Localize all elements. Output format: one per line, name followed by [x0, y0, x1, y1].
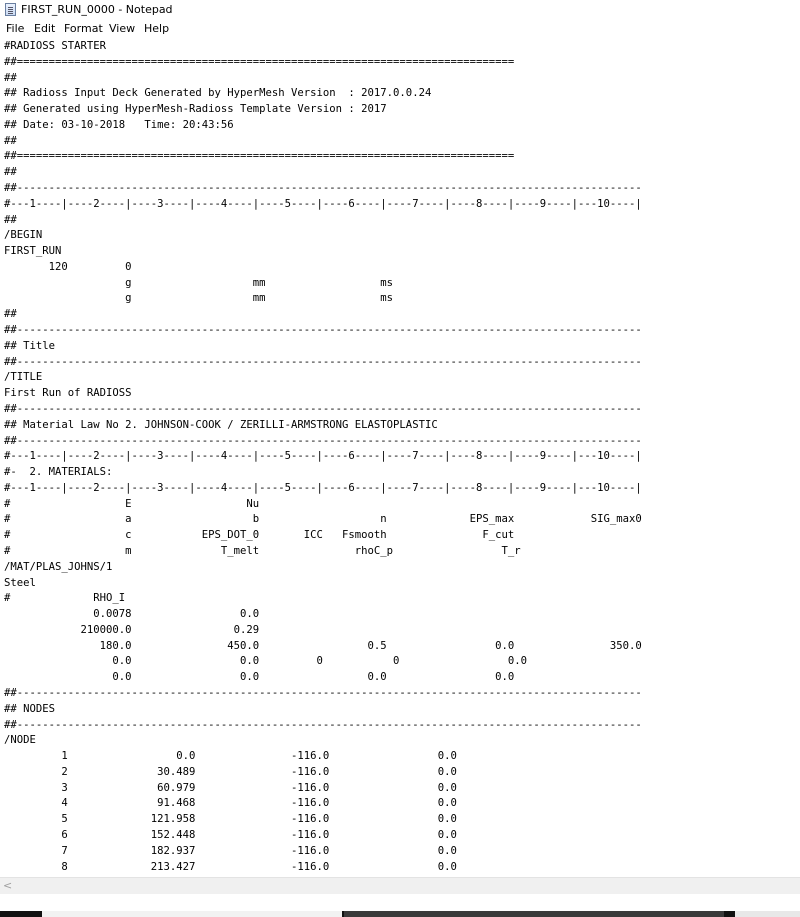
text-line: First Run of RADIOSS — [4, 387, 132, 400]
text-line: ## NODES — [4, 702, 56, 715]
text-line: # c EPS_DOT_0 ICC Fsmooth F_cut — [4, 529, 515, 542]
text-line: ##-------------------------------------------------------------------------------------------------- — [4, 355, 642, 368]
text-line: # m T_melt rhoC_p T_r — [4, 544, 521, 557]
text-line: g mm ms — [4, 292, 394, 305]
scroll-left-icon[interactable]: < — [3, 879, 13, 892]
text-line: ##-------------------------------------------------------------------------------------------------- — [4, 182, 642, 195]
text-line: #---1----|----2----|----3----|----4----|----5----|----6----|----7----|----8----|----9----|---10----| — [4, 197, 642, 210]
text-line: 8 213.427 -116.0 0.0 — [4, 860, 457, 873]
menu-view[interactable]: View — [109, 22, 136, 35]
menu-edit[interactable]: Edit — [34, 22, 56, 35]
text-line: ## — [4, 71, 17, 84]
taskbar — [0, 911, 800, 917]
text-line: /TITLE — [4, 371, 43, 384]
menu-file[interactable]: File — [6, 22, 25, 35]
text-line: 210000.0 0.29 — [4, 623, 260, 636]
text-line: 0.0078 0.0 — [4, 608, 260, 621]
text-line: FIRST_RUN — [4, 245, 62, 258]
text-line: g mm ms — [4, 276, 394, 289]
text-line: ##-------------------------------------------------------------------------------------------------- — [4, 718, 642, 731]
title-bar — [0, 0, 800, 20]
text-line: ## Radioss Input Deck Generated by HyperMesh Version : 2017.0.0.24 — [4, 87, 432, 100]
text-line: #---1----|----2----|----3----|----4----|----5----|----6----|----7----|----8----|----9----|---10----| — [4, 481, 642, 494]
taskbar-apps[interactable] — [344, 911, 724, 917]
text-line: #- 2. MATERIALS: — [4, 466, 113, 479]
text-line: 0.0 0.0 0.0 0.0 — [4, 671, 515, 684]
menu-format[interactable]: Format — [64, 22, 103, 35]
text-line: ## — [4, 308, 17, 321]
text-line: /BEGIN — [4, 229, 43, 242]
text-line: ## — [4, 134, 17, 147]
text-editor[interactable] — [0, 38, 800, 878]
horizontal-scrollbar[interactable] — [0, 877, 800, 894]
text-line: ## Material Law No 2. JOHNSON-COOK / ZERILLI-ARMSTRONG ELASTOPLASTIC — [4, 418, 438, 431]
menu-help[interactable]: Help — [144, 22, 170, 35]
text-line: 4 91.468 -116.0 0.0 — [4, 797, 457, 810]
text-line: ##-------------------------------------------------------------------------------------------------- — [4, 402, 642, 415]
text-line: 3 60.979 -116.0 0.0 — [4, 781, 457, 794]
text-line: ##============================================================================== — [4, 150, 515, 163]
text-line: ##-------------------------------------------------------------------------------------------------- — [4, 686, 642, 699]
text-line: #---1----|----2----|----3----|----4----|----5----|----6----|----7----|----8----|----9----|---10----| — [4, 450, 642, 463]
text-line: 0.0 0.0 0 0 0.0 — [4, 655, 527, 668]
text-line: # RHO_I — [4, 592, 126, 605]
text-line: ##============================================================================== — [4, 55, 515, 68]
text-line: # a b n EPS_max SIG_max0 — [4, 513, 642, 526]
text-line: 7 182.937 -116.0 0.0 — [4, 844, 457, 857]
taskbar-tray[interactable] — [735, 911, 800, 917]
text-line: 5 121.958 -116.0 0.0 — [4, 813, 457, 826]
text-line: ## — [4, 166, 17, 179]
text-line: #RADIOSS STARTER — [4, 40, 107, 52]
text-line: ##-------------------------------------------------------------------------------------------------- — [4, 324, 642, 337]
taskbar-search-box[interactable] — [42, 911, 342, 917]
text-line: ## Date: 03-10-2018 Time: 20:43:56 — [4, 118, 234, 131]
text-line: ## Generated using HyperMesh-Radioss Template Version : 2017 — [4, 103, 387, 116]
text-line: ## — [4, 213, 17, 226]
text-line: /NODE — [4, 734, 36, 747]
text-line: /MAT/PLAS_JOHNS/1 — [4, 560, 113, 573]
notepad-icon — [5, 3, 16, 16]
window-title: FIRST_RUN_0000 - Notepad — [21, 3, 173, 16]
menu-bar — [0, 20, 800, 38]
text-line: 6 152.448 -116.0 0.0 — [4, 829, 457, 841]
text-line: # E Nu — [4, 497, 260, 510]
text-line: 1 0.0 -116.0 0.0 — [4, 750, 457, 763]
text-line: 180.0 450.0 0.5 0.0 350.0 — [4, 639, 642, 652]
text-line: ##-------------------------------------------------------------------------------------------------- — [4, 434, 642, 447]
text-line: Steel — [4, 576, 36, 589]
text-line: 2 30.489 -116.0 0.0 — [4, 765, 457, 778]
text-line: ## Title — [4, 339, 56, 352]
text-line: 120 0 — [4, 260, 132, 273]
